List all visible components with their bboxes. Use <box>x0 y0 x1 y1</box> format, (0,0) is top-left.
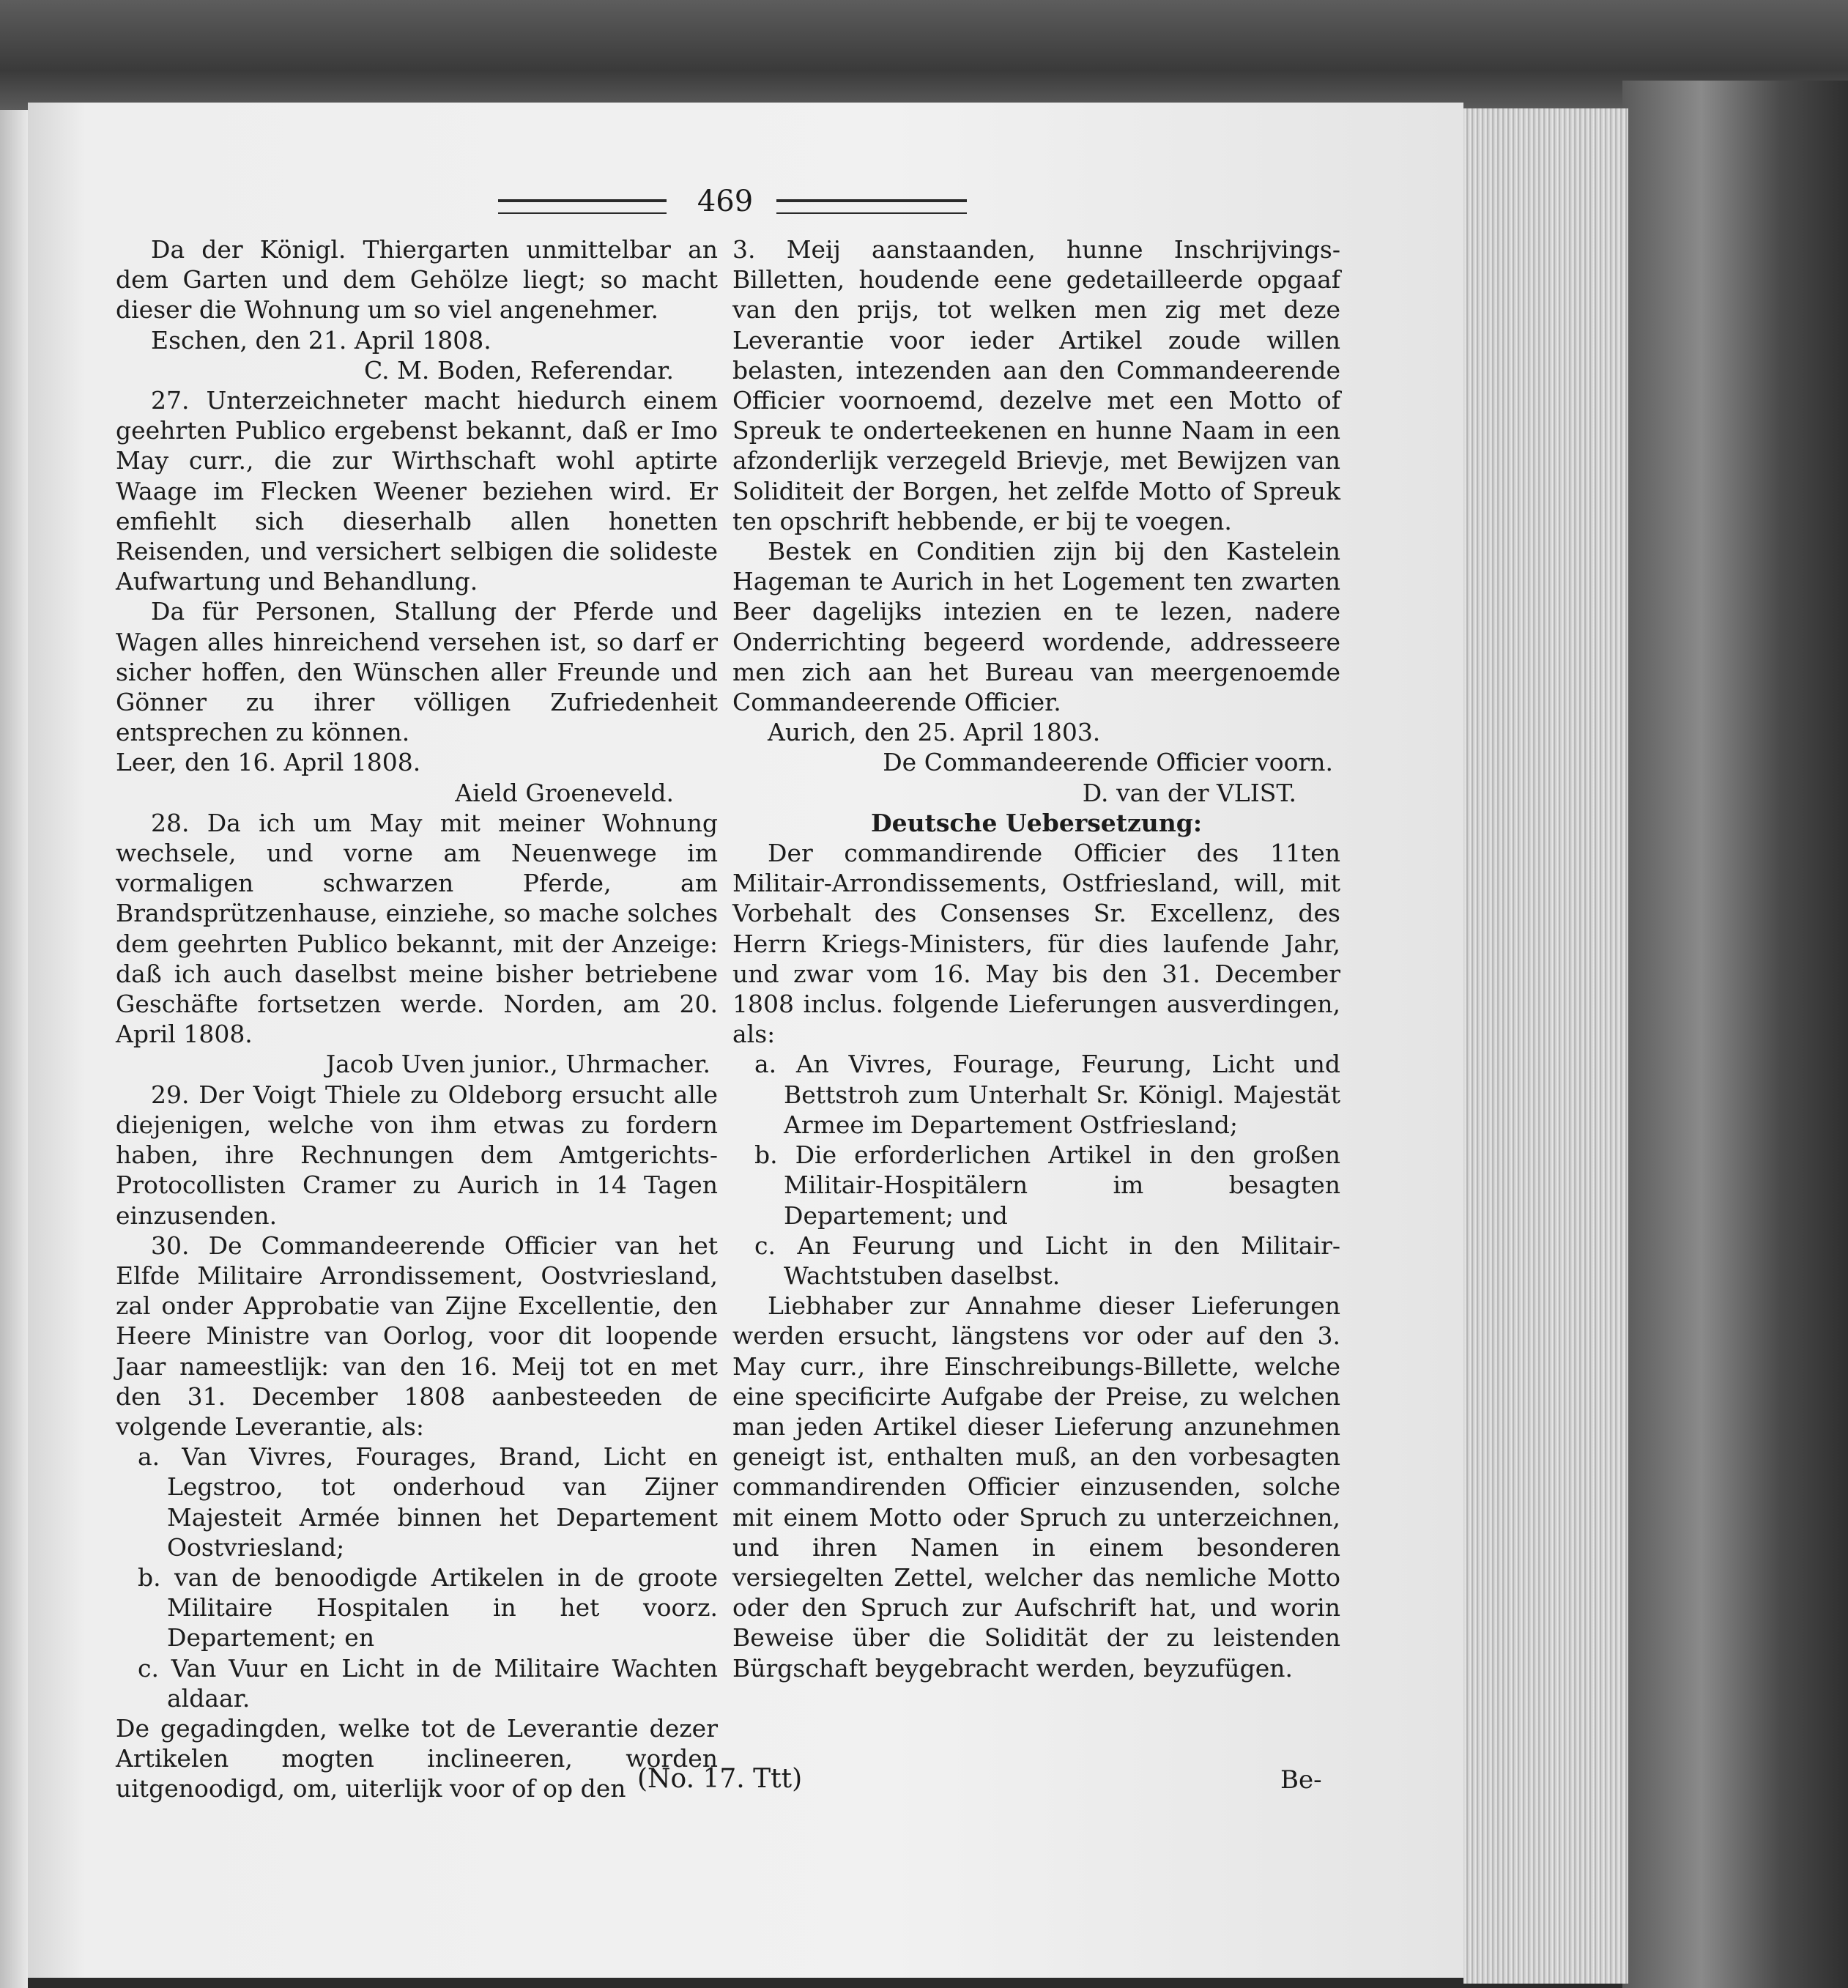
page-header <box>498 185 967 229</box>
paragraph: Liebhaber zur Annahme dieser Lieferungen werden ersucht, längstens vor oder auf den 3. May curr., ihre Einschreibungs-Billette, welche eine specificirte Aufgabe der Preise, zu welchen man jeden Artikel dieser Lieferung anzunehmen geneigt ist, enthalten muß, an den vorbesagten commandirenden Officier einzusenden, solche mit einem Motto oder Spruch zu unterzeichnen, und ihren Namen in einem besonderen versiegelten Zettel, welcher das nemliche Motto oder den Spruch zur Aufschrift hat, und worin Beweise über die Solidität der zu leistenden Bürgschaft beygebracht werden, beyzufügen. <box>732 1291 1340 1683</box>
paragraph: Bestek en Conditien zijn bij den Kastelein Hageman te Aurich in het Logement ten zwarten Beer dagelijks intezien en te lezen, nadere Onderrichting begeerd wordende, addresseere men zich aan het Bureau van meergenoemde Commandeerende Officier. <box>732 537 1340 717</box>
paragraph: b. Die erforderlichen Artikel in den großen Militair-Hospitälern im besagten Departement; und <box>754 1140 1340 1230</box>
paragraph: 29. Der Voigt Thiele zu Oldeborg ersucht alle diejenigen, welche von ihm etwas zu fordern haben, ihre Rechnungen dem Amtgerichts-Protocollisten Cramer zu Aurich in 14 Tagen einzusenden. <box>116 1080 718 1230</box>
paragraph: b. van de benoodigde Artikelen in de groote Militaire Hospitalen in het voorz. Departement; en <box>138 1562 718 1653</box>
paragraph: Aurich, den 25. April 1803. <box>768 718 1101 747</box>
header-rule-right <box>776 199 967 214</box>
paragraph: 27. Unterzeichneter macht hiedurch einem geehrten Publico ergebenst bekannt, daß er Imo May curr., die zur Wirthschaft wohl aptirte Waage im Flecken Weener beziehen wird. Er emfiehlt sich dieserhalb allen honetten Reisenden, und versichert selbigen die solideste Aufwartung und Behandlung. <box>116 386 718 596</box>
paragraph: 28. Da ich um May mit meiner Wohnung wechsele, und vorne am Neuenwege im vormaligen schwarzen Pferde, am Brandsprützenhause, einziehe, so mache solches dem geehrten Publico bekannt, mit der Anzeige: daß ich auch daselbst meine bisher betriebene Geschäfte fortsetzen werde. Norden, am 20. April 1808. <box>116 808 718 1049</box>
catchword: Be- <box>1280 1765 1322 1795</box>
paragraph: 30. De Commandeerende Officier van het Elfde Militaire Arrondissement, Oostvriesland, zal onder Approbatie van Zijne Excellentie, den Heere Ministre van Oorlog, voor dit loopende Jaar nameestlijk: van den 16. Meij tot en met den 31. December 1808 aanbesteeden de volgende Leverantie, als: <box>116 1231 718 1441</box>
facing-page-edge <box>0 110 28 1988</box>
paragraph: 3. Meij aanstaanden, hunne Inschrijvings-Billetten, houdende eene gedetailleerde opgaaf van den prijs, tot welken men zig met deze Leverantie voor ieder Artikel zoude willen belasten, intezenden aan den Commandeerende Officier voornoemd, dezelve met een Motto of Spreuk te onderteekenen en hunne Naam in een afzonderlijk verzegeld Brievje, met Bewijzen van Soliditeit der Borgen, het zelfde Motto of Spreuk ten opschrift hebbende, er bij te voegen. <box>732 235 1340 535</box>
book-cover-edge <box>1622 81 1848 1988</box>
paragraph: Jacob Uven junior., Uhrmacher. <box>325 1050 710 1079</box>
paragraph: a. Van Vivres, Fourages, Brand, Licht en Legstroo, tot onderhoud van Zijner Majesteit Armée binnen het Departement Oostvriesland; <box>138 1442 718 1562</box>
paragraph: Aield Groeneveld. <box>455 778 674 807</box>
page-number: 469 <box>697 185 754 218</box>
paragraph: Deutsche Uebersetzung: <box>870 808 1203 837</box>
paragraph: Leer, den 16. April 1808. <box>116 748 421 777</box>
paragraph: Da für Personen, Stallung der Pferde und Wagen alles hinreichend versehen ist, so darf er sicher hoffen, den Wünschen aller Freunde und Gönner zu ihrer völligen Zufriedenheit entsprechen zu können. <box>116 597 718 747</box>
paragraph: C. M. Boden, Referendar. <box>364 355 674 385</box>
page-block-edges <box>1463 108 1628 1984</box>
paragraph: Da der Königl. Thiergarten unmittelbar an dem Garten und dem Gehölze liegt; so macht dieser die Wohnung um so viel angenehmer. <box>116 235 718 324</box>
signature-mark: (No. 17. Ttt) <box>637 1764 803 1794</box>
paragraph: D. van der VLIST. <box>1082 778 1296 807</box>
paragraph: a. An Vivres, Fourage, Feurung, Licht und Bettstroh zum Unterhalt Sr. Königl. Majestät Armee im Departement Ostfriesland; <box>754 1050 1340 1139</box>
header-rule-left <box>498 199 667 214</box>
left-column <box>116 234 718 1804</box>
paragraph: De gegadingden, welke tot de Leverantie dezer Artikelen mogten inclineeren, worden uitgenoodigd, om, uiterlijk voor of op den <box>116 1713 718 1803</box>
right-column <box>732 234 1340 1683</box>
paragraph: c. Van Vuur en Licht in de Militaire Wachten aldaar. <box>138 1653 718 1713</box>
paragraph: De Commandeerende Officier voorn. <box>883 748 1333 777</box>
paragraph: Der commandirende Officier des 11ten Militair-Arrondissements, Ostfriesland, will, mit Vorbehalt des Consenses Sr. Excellenz, des Herrn Kriegs-Ministers, für dies laufende Jahr, und zwar vom 16. May bis den 31. December 1808 inclus. folgende Lieferungen ausverdingen, als: <box>732 839 1340 1049</box>
paragraph: c. An Feurung und Licht in den Militair-Wachtstuben daselbst. <box>754 1231 1340 1290</box>
paragraph: Eschen, den 21. April 1808. <box>151 325 491 355</box>
